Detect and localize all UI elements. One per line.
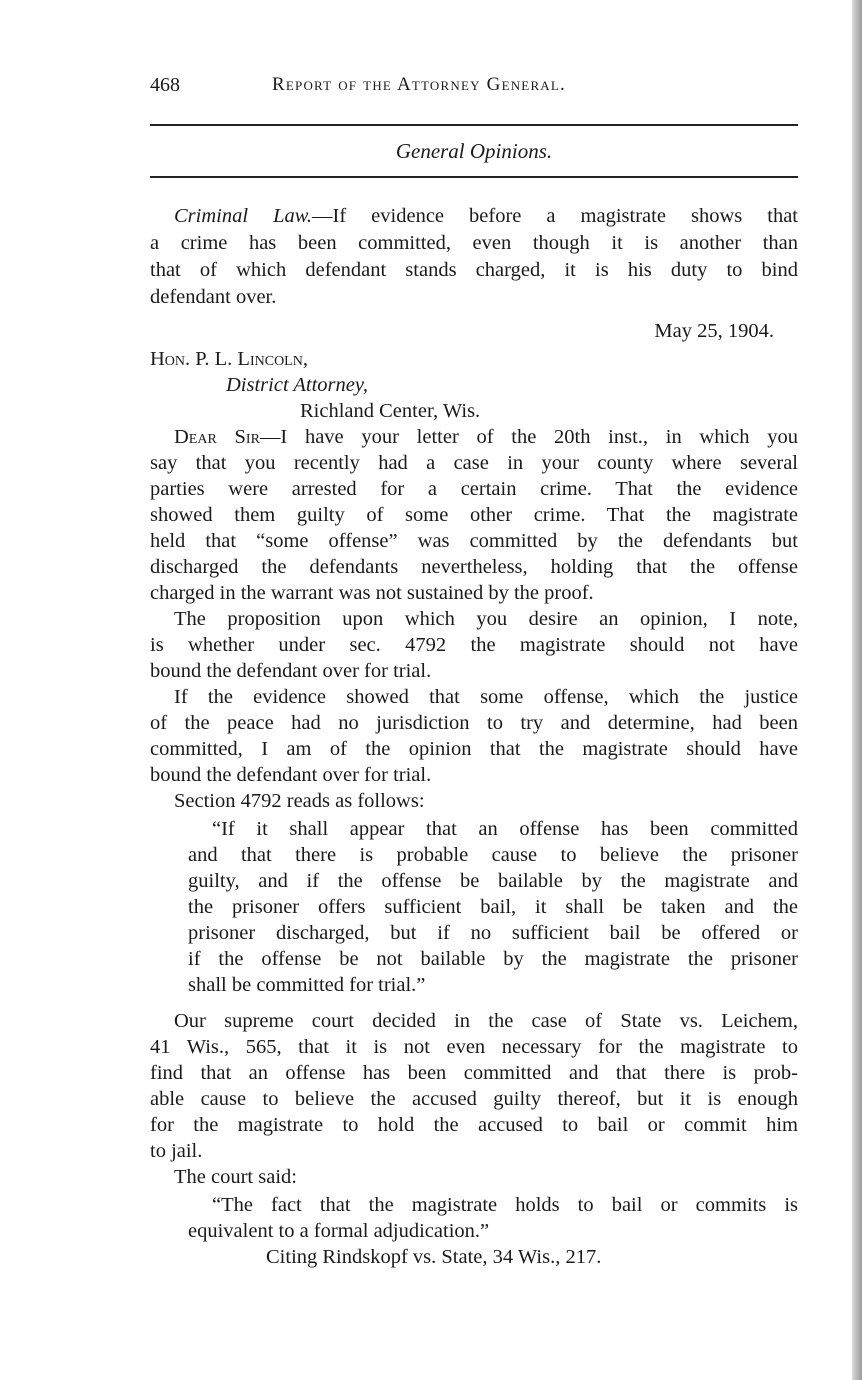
section-heading: General Opinions.: [395, 139, 553, 163]
quote-line: “The fact that the magistrate holds to bail or commits is: [212, 1194, 798, 1216]
body-line: find that an offense has been committed and that there is prob-: [150, 1062, 798, 1084]
addressee-name: P. L. Lincoln,: [195, 348, 308, 370]
body-line: say that you recently had a case in your county where several: [150, 452, 798, 474]
body-line: discharged the defendants nevertheless, holding that the offense: [150, 556, 798, 578]
page-edge-shadow: [852, 0, 862, 1380]
addressee-title: District Attorney,: [226, 374, 368, 396]
section-intro: Section 4792 reads as follows:: [174, 790, 425, 812]
syllabus-line: a crime has been committed, even though it is another than: [150, 232, 798, 254]
body-line: committed, I am of the opinion that the magistrate should have: [150, 738, 798, 760]
running-header: [150, 74, 798, 104]
quote-line: “If it shall appear that an offense has been committed: [212, 818, 798, 840]
syllabus-title: Criminal Law.: [174, 205, 312, 227]
syllabus-line: Criminal Law.—If evidence before a magistrate shows that: [174, 205, 798, 227]
salutation: Dear Sir: [174, 426, 260, 448]
court-said: The court said:: [174, 1166, 297, 1188]
body-line: bound the defendant over for trial.: [150, 660, 432, 682]
body-line: of the peace had no jurisdiction to try and determine, had been: [150, 712, 798, 734]
quote-line: and that there is probable cause to believe the prisoner: [188, 844, 798, 866]
addressee-location: Richland Center, Wis.: [300, 400, 481, 422]
quote-line: equivalent to a formal adjudication.”: [188, 1220, 490, 1242]
body-line: for the magistrate to hold the accused to bail or commit him: [150, 1114, 798, 1136]
quote-line: guilty, and if the offense be bailable by the magistrate and: [188, 870, 798, 892]
body-line: able cause to believe the accused guilty thereof, but it is enough: [150, 1088, 798, 1110]
body-line: parties were arrested for a certain crime. That the evidence: [150, 478, 798, 500]
quote-line: prisoner discharged, but if no sufficient bail be offered or: [188, 922, 798, 944]
body-line: is whether under sec. 4792 the magistrate should not have: [150, 634, 798, 656]
header-rule-bottom: [150, 176, 798, 178]
citation: Citing Rindskopf vs. State, 34 Wis., 217.: [266, 1246, 602, 1268]
quote-line: if the offense be not bailable by the magistrate the prisoner: [188, 948, 798, 970]
quote-line: shall be committed for trial.”: [188, 974, 426, 996]
letter-date: May 25, 1904.: [654, 320, 774, 342]
page-number: 468: [150, 74, 180, 96]
body-line: Dear Sir—I have your letter of the 20th inst., in which you: [174, 426, 798, 448]
body-line: bound the defendant over for trial.: [150, 764, 432, 786]
body-line: Our supreme court decided in the case of State vs. Leichem,: [174, 1010, 798, 1032]
syllabus-line: defendant over.: [150, 286, 277, 308]
running-title: Report of the Attorney General.: [272, 74, 566, 95]
body-line: to jail.: [150, 1140, 203, 1162]
addressee-name-line: [150, 346, 308, 372]
body-line: held that “some offense” was committed by the defendants but: [150, 530, 798, 552]
body-line: charged in the warrant was not sustained by the proof.: [150, 582, 594, 604]
header-rule-top: [150, 124, 798, 126]
body-line: 41 Wis., 565, that it is not even necessary for the magistrate to: [150, 1036, 798, 1058]
syllabus-line: that of which defendant stands charged, it is his duty to bind: [150, 259, 798, 281]
body-line: showed them guilty of some other crime. That the magistrate: [150, 504, 798, 526]
honorific: Hon.: [150, 348, 191, 370]
quote-line: the prisoner offers sufficient bail, it shall be taken and the: [188, 896, 798, 918]
body-line: The proposition upon which you desire an opinion, I note,: [174, 608, 798, 630]
body-line: If the evidence showed that some offense, which the justice: [174, 686, 798, 708]
